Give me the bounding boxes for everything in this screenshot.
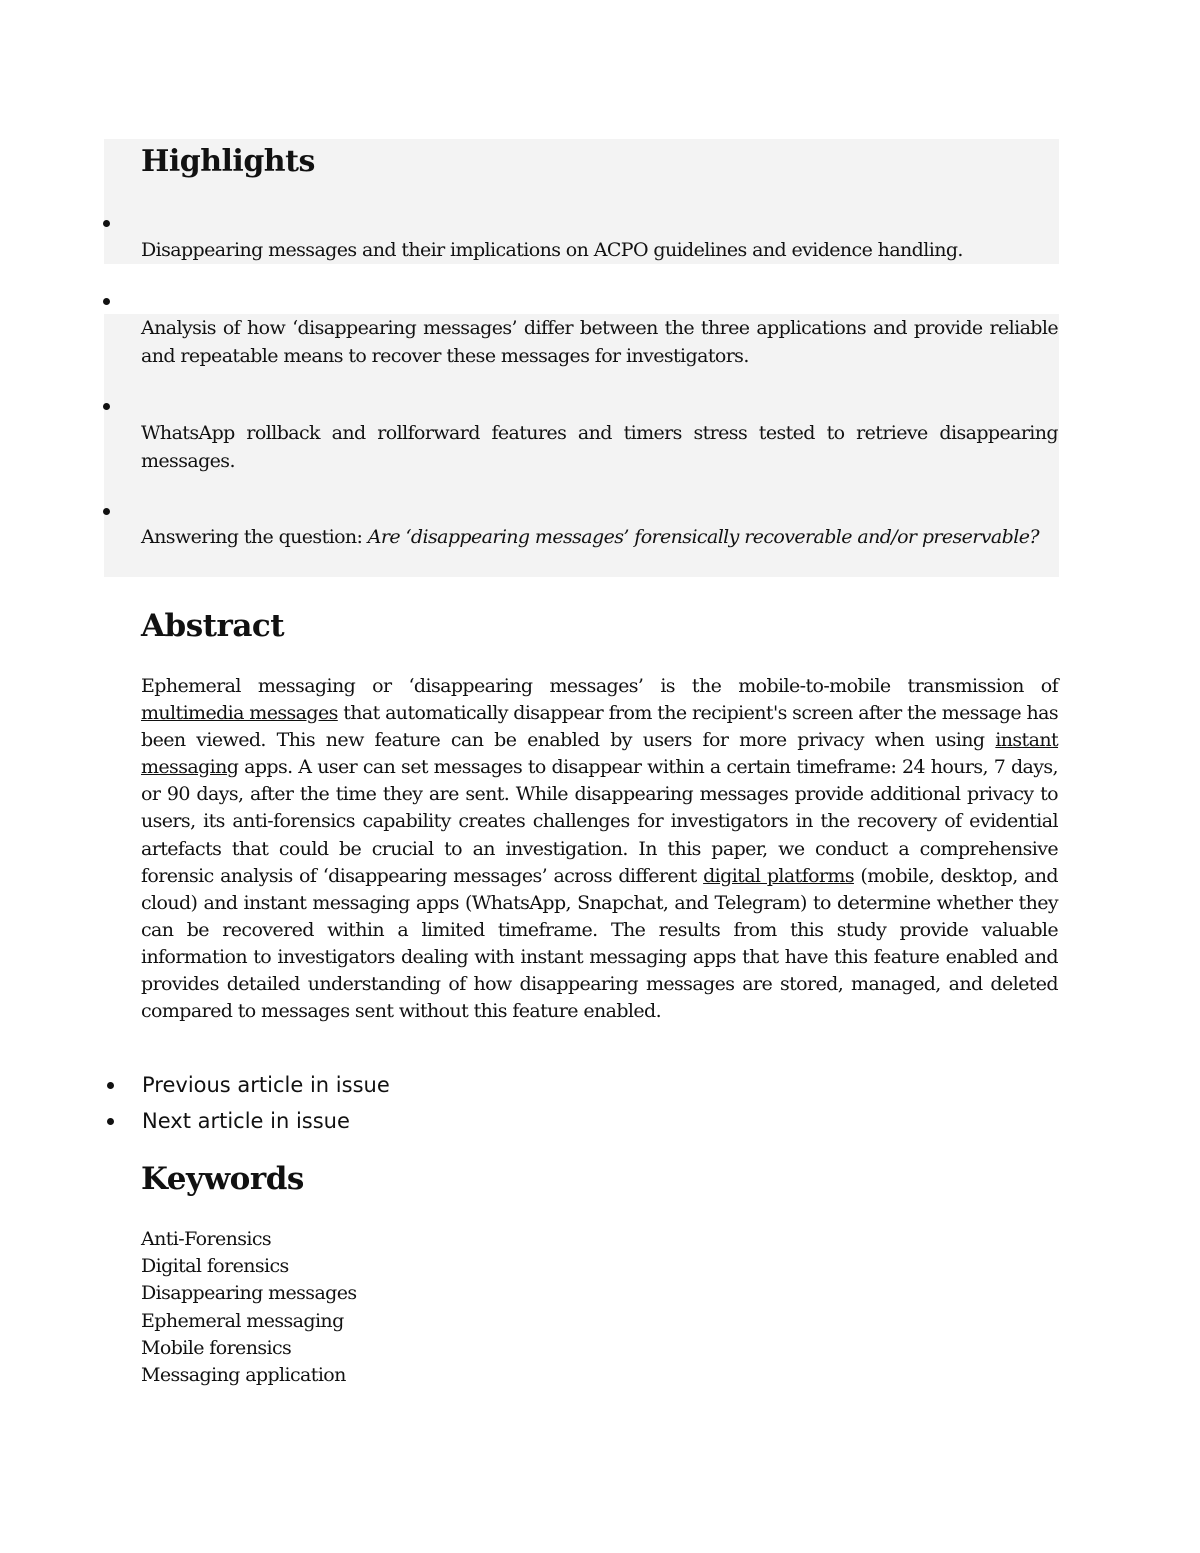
link-multimedia-messages[interactable]: multimedia messages bbox=[141, 702, 338, 725]
bullet-icon bbox=[107, 1082, 114, 1089]
keyword-item[interactable]: Messaging application bbox=[141, 1364, 346, 1387]
bullet-icon bbox=[103, 403, 110, 410]
previous-article-label: Previous article in issue bbox=[142, 1073, 390, 1097]
keyword-item[interactable]: Digital forensics bbox=[141, 1255, 289, 1278]
keyword-item[interactable]: Anti-Forensics bbox=[141, 1228, 272, 1250]
highlights-heading: Highlights bbox=[141, 144, 315, 179]
abstract-text-part: apps. A user can set messages to disappear within a certain timeframe: 24 hours, 7 days, or 90 days, after the time they are sent. While disappearing messages provide additional privacy to users, its anti-forensics capability creates challenges for investigators in the recovery of evidential artefacts that could be crucial to an investigation. In this paper, we conduct a comprehensive forensic analysis of ‘disappearing messages’ across different bbox=[141, 756, 1058, 887]
next-article-link[interactable] bbox=[104, 1104, 390, 1140]
highlight-item-1: Disappearing messages and their implications on ACPO guidelines and evidence handling. bbox=[141, 239, 963, 261]
previous-article-link[interactable] bbox=[104, 1068, 390, 1104]
keyword-item[interactable]: Mobile forensics bbox=[141, 1336, 292, 1359]
highlight-item-2: Analysis of how ‘disappearing messages’ differ between the three applications and provide reliable and repeatable means to recover these messages for investigators. bbox=[141, 317, 1058, 367]
highlight-item-background bbox=[104, 368, 1059, 419]
keyword-item[interactable]: Ephemeral messaging bbox=[141, 1309, 344, 1332]
abstract-text bbox=[141, 673, 1058, 1025]
highlight-item-4 bbox=[141, 524, 1058, 552]
bullet-icon bbox=[103, 298, 110, 305]
abstract-text-part: (mobile, desktop, and cloud) and instant messaging apps (WhatsApp, Snapchat, and Telegram) to determine whether they can be recovered within a limited timeframe. The results from this study provide valuable information to investigators dealing with instant messaging apps that have this feature enabled and provides detailed understanding of how disappearing messages are stored, managed, and deleted compared to messages sent without this feature enabled. bbox=[141, 864, 1058, 1023]
highlight-item-3: WhatsApp rollback and rollforward features and timers stress tested to retrieve disappearing messages. bbox=[141, 422, 1058, 472]
article-navigation bbox=[104, 1068, 390, 1140]
keywords-heading: Keywords bbox=[141, 1161, 304, 1197]
link-digital-platforms[interactable]: digital platforms bbox=[703, 864, 854, 887]
keyword-item[interactable]: Disappearing messages bbox=[141, 1282, 357, 1305]
keywords-list bbox=[141, 1226, 357, 1389]
bullet-icon bbox=[103, 220, 110, 227]
highlight-gap bbox=[104, 287, 1059, 314]
bullet-icon bbox=[103, 508, 110, 515]
abstract-text-part: Ephemeral messaging or ‘disappearing messages’ is the mobile-to-mobile transmission of bbox=[141, 675, 1058, 697]
bullet-icon bbox=[107, 1118, 114, 1125]
link-instant-messaging[interactable]: instant messaging bbox=[141, 729, 1058, 779]
next-article-label: Next article in issue bbox=[142, 1109, 350, 1133]
highlight-item-4-question: Are ‘disappearing messages’ forensically recoverable and/or preservable? bbox=[367, 526, 1039, 548]
abstract-text-part: that automatically disappear from the recipient's screen after the message has been viewed. This new feature can be enabled by users for more privacy when using bbox=[141, 702, 1058, 752]
highlight-item-4-prefix: Answering the question: bbox=[141, 526, 368, 548]
abstract-heading: Abstract bbox=[141, 608, 285, 644]
